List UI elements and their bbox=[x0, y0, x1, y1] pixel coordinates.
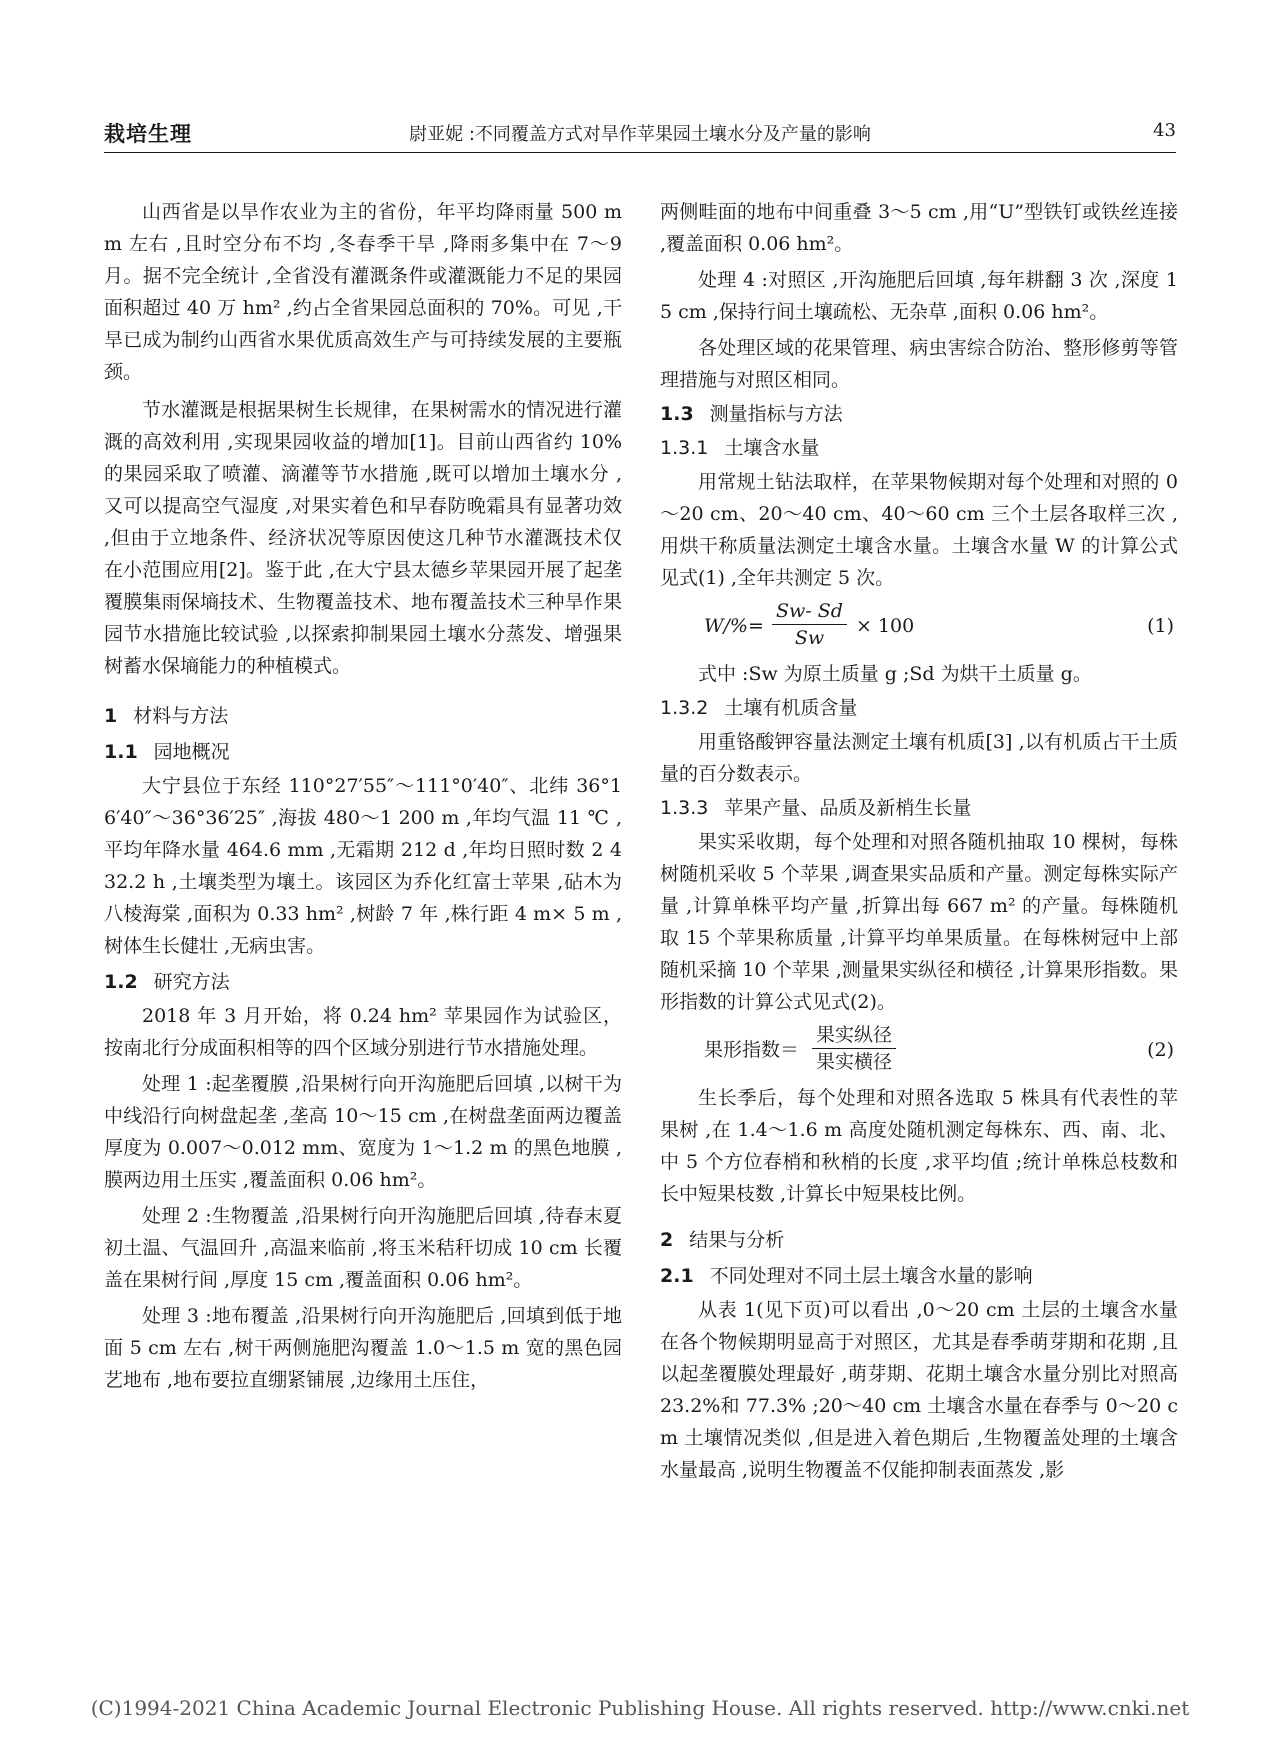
treatment-3-paragraph: 处理 3 :地布覆盖 ,沿果树行向开沟施肥后 ,回填到低于地面 5 cm 左右 ,树干两侧施肥沟覆盖 1.0～1.5 m 宽的黑色园艺地布 ,地布要拉直绷紧铺展 ,边缘用土压住， bbox=[104, 1305, 622, 1391]
equation-fraction bbox=[772, 598, 847, 651]
section-title: 园地概况 bbox=[153, 741, 230, 763]
page-number: 43 bbox=[1153, 120, 1176, 141]
equation-number: (2) bbox=[1147, 1039, 1174, 1061]
equation-2 bbox=[660, 1022, 1178, 1078]
fraction-denominator: Sw bbox=[794, 627, 825, 649]
header-rule bbox=[104, 152, 1176, 153]
section-title: 研究方法 bbox=[153, 971, 230, 993]
section-title: 材料与方法 bbox=[133, 705, 229, 727]
equation-1 bbox=[660, 598, 1178, 654]
section-heading-2-1 bbox=[660, 1260, 1178, 1292]
section-number: 1.3 bbox=[660, 403, 694, 425]
section-number: 1 bbox=[104, 705, 118, 727]
soil-water-paragraph: 用常规土钻法取样，在苹果物候期对每个处理和对照的 0～20 cm、20～40 cm、40～60 cm 三个土层各取样三次 ,用烘干称质量法测定土壤含水量。土壤含水量 W 的计算公式见式(1) ,全年共测定 5 次。 bbox=[660, 471, 1178, 589]
yield-quality-paragraph: 果实采收期，每个处理和对照各随机抽取 10 棵树，每株树随机采收 5 个苹果 ,调查果实品质和产量。测定每株实际产量 ,计算单株平均产量 ,折算出每 667 m² 的产量。每株随机取 15 个苹果称质量 ,计算平均单果质量。在每株树冠中上部随机采摘 10 个苹果 ,测量果实纵径和横径 ,计算果形指数。果形指数的计算公式见式(2)。 bbox=[660, 831, 1178, 1013]
running-article-title: 尉亚妮 :不同覆盖方式对旱作苹果园土壤水分及产量的影响 bbox=[409, 124, 871, 145]
method-paragraph: 2018 年 3 月开始，将 0.24 hm² 苹果园作为试验区，按南北行分成面积相等的四个区域分别进行节水措施处理。 bbox=[104, 1005, 622, 1059]
copyright-footer: (C)1994-2021 China Academic Journal Electronic Publishing House. All rights reserved. http://www.cnki.net bbox=[90, 1696, 1190, 1720]
site-description-paragraph: 大宁县位于东经 110°27′55″～111°0′40″、北纬 36°16′40″～36°36′25″ ,海拔 480～1 200 m ,年均气温 11 ℃ ,平均年降水量 464.6 mm ,无霜期 212 d ,年均日照时数 2 432.2 h ,土壤类型为壤土。该园区为乔化红富士苹果 ,砧木为八棱海棠 ,面积为 0.33 hm² ,树龄 7 年 ,株行距 4 m× 5 m ,树体生长健壮 ,无病虫害。 bbox=[104, 775, 622, 957]
shoot-growth-paragraph: 生长季后，每个处理和对照各选取 5 株具有代表性的苹果树 ,在 1.4～1.6 m 高度处随机测定每株东、西、南、北、中 5 个方位春梢和秋梢的长度 ,求平均值 ;统计单株总枝数和长中短果枝数 ,计算长中短果枝比例。 bbox=[660, 1087, 1178, 1205]
section-heading-1-3-1 bbox=[660, 432, 1178, 464]
section-heading-1-1 bbox=[104, 736, 622, 768]
section-title: 结果与分析 bbox=[689, 1229, 785, 1251]
section-number: 1.2 bbox=[104, 971, 138, 993]
equation-multiplier: × 100 bbox=[856, 615, 915, 637]
journal-section-name: 栽培生理 bbox=[104, 122, 192, 146]
intro-paragraph-2: 节水灌溉是根据果树生长规律，在果树需水的情况进行灌溉的高效利用 ,实现果园收益的增加[1]。目前山西省约 10%的果园采取了喷灌、滴灌等节水措施 ,既可以增加土壤水分 ,又可以提高空气湿度 ,对果实着色和早春防晚霜具有显著功效 ,但由于立地条件、经济状况等原因使这几种节水灌溉技术仅在小范围应用[2]。鉴于此 ,在大宁县太德乡苹果园开展了起垄覆膜集雨保墒技术、生物覆盖技术、地布覆盖技术三种旱作果园节水措施比较试验 ,以探索抑制果园土壤水分蒸发、增强果树蓄水保墒能力的种植模式。 bbox=[104, 399, 622, 677]
running-header bbox=[104, 118, 1176, 154]
section-title: 土壤有机质含量 bbox=[724, 697, 858, 719]
equation-lhs: W/%= bbox=[704, 615, 764, 637]
section-heading-1-3-2 bbox=[660, 692, 1178, 724]
section-heading-1-3-3 bbox=[660, 792, 1178, 824]
section-number: 1.3.1 bbox=[660, 437, 709, 459]
right-column bbox=[660, 196, 1178, 1486]
fraction-numerator: Sw- Sd bbox=[772, 598, 847, 625]
section-number: 2.1 bbox=[660, 1265, 694, 1287]
equation-1-note: 式中 :Sw 为原土质量 g ;Sd 为烘干土质量 g。 bbox=[698, 663, 1092, 685]
section-title: 测量指标与方法 bbox=[709, 403, 843, 425]
equation-lhs: 果形指数＝ bbox=[704, 1039, 800, 1061]
section-title: 不同处理对不同土层土壤含水量的影响 bbox=[709, 1265, 1033, 1287]
section-title: 苹果产量、品质及新梢生长量 bbox=[724, 797, 972, 819]
treatment-1-paragraph: 处理 1 :起垄覆膜 ,沿果树行向开沟施肥后回填 ,以树干为中线沿行向树盘起垄 ,垄高 10～15 cm ,在树盘垄面两边覆盖厚度为 0.007～0.012 mm、宽度为 1～1.2 m 的黑色地膜 ,膜两边用土压实 ,覆盖面积 0.06 hm²。 bbox=[104, 1073, 622, 1191]
treatment-2-paragraph: 处理 2 :生物覆盖 ,沿果树行向开沟施肥后回填 ,待春末夏初土温、气温回升 ,高温来临前 ,将玉米秸秆切成 10 cm 长覆盖在果树行间 ,厚度 15 cm ,覆盖面积 0.06 hm²。 bbox=[104, 1205, 622, 1291]
results-paragraph: 从表 1(见下页)可以看出 ,0～20 cm 土层的土壤含水量在各个物候期明显高于对照区，尤其是春季萌芽期和花期 ,且以起垄覆膜处理最好 ,萌芽期、花期土壤含水量分别比对照高 23.2%和 77.3% ;20～40 cm 土壤含水量在春季与 0～20 cm 土壤情况类似 ,但是进入着色期后 ,生物覆盖处理的土壤含水量最高 ,说明生物覆盖不仅能抑制表面蒸发 ,影 bbox=[660, 1299, 1178, 1481]
section-heading-1-3 bbox=[660, 398, 1178, 430]
section-number: 1.1 bbox=[104, 741, 138, 763]
intro-paragraph-1: 山西省是以旱作农业为主的省份，年平均降雨量 500 mm 左右 ,且时空分布不均 ,冬春季干旱 ,降雨多集中在 7～9 月。据不完全统计 ,全省没有灌溉条件或灌溉能力不足的果园面积超过 40 万 hm² ,约占全省果园总面积的 70%。可见 ,干旱已成为制约山西省水果优质高效生产与可持续发展的主要瓶颈。 bbox=[104, 201, 622, 383]
equation-fraction bbox=[812, 1022, 896, 1075]
management-paragraph: 各处理区域的花果管理、病虫害综合防治、整形修剪等管理措施与对照区相同。 bbox=[660, 337, 1178, 391]
section-number: 2 bbox=[660, 1229, 674, 1251]
organic-matter-paragraph: 用重铬酸钾容量法测定土壤有机质[3] ,以有机质占干土质量的百分数表示。 bbox=[660, 731, 1178, 785]
treatment-4-paragraph: 处理 4 :对照区 ,开沟施肥后回填 ,每年耕翻 3 次 ,深度 15 cm ,保持行间土壤疏松、无杂草 ,面积 0.06 hm²。 bbox=[660, 269, 1178, 323]
section-number: 1.3.2 bbox=[660, 697, 709, 719]
treatment-3-continuation: 两侧畦面的地布中间重叠 3～5 cm ,用“U”型铁钉或铁丝连接 ,覆盖面积 0.06 hm²。 bbox=[660, 201, 1178, 255]
section-number: 1.3.3 bbox=[660, 797, 709, 819]
fraction-numerator: 果实纵径 bbox=[812, 1022, 896, 1049]
section-heading-1-2 bbox=[104, 966, 622, 998]
fraction-denominator: 果实横径 bbox=[816, 1051, 893, 1073]
left-column bbox=[104, 196, 622, 1396]
equation-number: (1) bbox=[1147, 615, 1174, 637]
section-heading-2 bbox=[660, 1224, 1178, 1256]
section-title: 土壤含水量 bbox=[724, 437, 820, 459]
section-heading-1 bbox=[104, 700, 622, 732]
